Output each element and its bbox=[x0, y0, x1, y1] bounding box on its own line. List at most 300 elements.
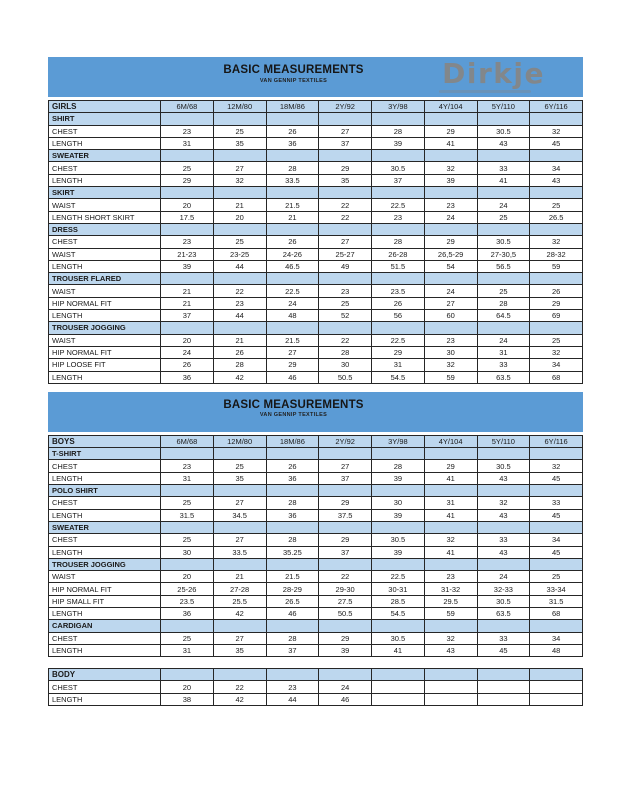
measure-label-cell: LENGTH bbox=[49, 644, 161, 656]
girls-table-container bbox=[48, 100, 583, 384]
section-label-cell: DRESS bbox=[49, 223, 161, 235]
measure-label-cell: WAIST bbox=[49, 248, 161, 260]
measurement-row bbox=[49, 607, 583, 619]
value-cell: 25 bbox=[477, 285, 530, 297]
value-cell: 46 bbox=[266, 607, 319, 619]
value-cell: 21-23 bbox=[161, 248, 214, 260]
measure-label-cell: LENGTH bbox=[49, 137, 161, 149]
value-cell: 27 bbox=[319, 236, 372, 248]
measurement-row bbox=[49, 199, 583, 211]
value-cell: 36 bbox=[266, 137, 319, 149]
value-cell: 17.5 bbox=[161, 211, 214, 223]
section-empty-cell bbox=[477, 150, 530, 162]
value-cell: 54.5 bbox=[372, 371, 425, 383]
value-cell: 31 bbox=[477, 346, 530, 358]
brand-logo: Dirkje bbox=[442, 57, 545, 90]
measure-label-cell: HIP NORMAL FIT bbox=[49, 297, 161, 309]
value-cell: 68 bbox=[530, 371, 583, 383]
value-cell: 41 bbox=[372, 644, 425, 656]
measure-label-cell: HIP SMALL FIT bbox=[49, 595, 161, 607]
section-empty-cell bbox=[319, 322, 372, 334]
measure-label-cell: LENGTH bbox=[49, 607, 161, 619]
value-cell: 48 bbox=[266, 310, 319, 322]
value-cell: 29 bbox=[319, 534, 372, 546]
measurement-row bbox=[49, 174, 583, 186]
value-cell: 27 bbox=[424, 297, 477, 309]
section-empty-cell bbox=[372, 223, 425, 235]
value-cell: 24 bbox=[424, 211, 477, 223]
measure-label-cell: HIP NORMAL FIT bbox=[49, 346, 161, 358]
value-cell: 29 bbox=[372, 346, 425, 358]
section-empty-cell bbox=[319, 448, 372, 460]
value-cell: 25 bbox=[161, 497, 214, 509]
measurement-row bbox=[49, 472, 583, 484]
section-empty-cell bbox=[213, 150, 266, 162]
value-cell: 31 bbox=[372, 359, 425, 371]
section-empty-cell bbox=[266, 150, 319, 162]
value-cell: 25 bbox=[161, 534, 214, 546]
value-cell: 25 bbox=[213, 125, 266, 137]
value-cell: 23 bbox=[319, 285, 372, 297]
value-cell: 42 bbox=[213, 371, 266, 383]
section-empty-cell bbox=[161, 113, 214, 125]
section-empty-cell bbox=[319, 223, 372, 235]
section-empty-cell bbox=[530, 558, 583, 570]
value-cell: 20 bbox=[213, 211, 266, 223]
section-empty-cell bbox=[372, 273, 425, 285]
section-empty-cell bbox=[372, 322, 425, 334]
value-cell: 29 bbox=[266, 359, 319, 371]
value-cell: 43 bbox=[424, 644, 477, 656]
measure-label-cell: CHEST bbox=[49, 497, 161, 509]
value-cell: 43 bbox=[530, 174, 583, 186]
doc-subtitle: VAN GENNIP TEXTILES bbox=[259, 412, 328, 419]
measurement-row bbox=[49, 260, 583, 272]
value-cell: 44 bbox=[266, 693, 319, 705]
measure-label-cell: LENGTH bbox=[49, 472, 161, 484]
table-header-row bbox=[49, 101, 583, 113]
measure-label-cell: HIP LOOSE FIT bbox=[49, 359, 161, 371]
value-cell: 46 bbox=[266, 371, 319, 383]
section-empty-cell bbox=[530, 322, 583, 334]
value-cell: 30.5 bbox=[477, 236, 530, 248]
value-cell: 32 bbox=[530, 125, 583, 137]
size-header-cell: 18M/86 bbox=[266, 101, 319, 113]
measurement-row bbox=[49, 693, 583, 705]
value-cell: 25 bbox=[213, 460, 266, 472]
value-cell: 32 bbox=[530, 346, 583, 358]
value-cell: 25 bbox=[530, 571, 583, 583]
measure-label-cell: LENGTH bbox=[49, 546, 161, 558]
value-cell: 28 bbox=[266, 632, 319, 644]
measurement-row bbox=[49, 371, 583, 383]
measure-label-cell: CHEST bbox=[49, 162, 161, 174]
value-cell: 24 bbox=[477, 571, 530, 583]
body-table-container bbox=[48, 668, 583, 706]
value-cell: 33 bbox=[477, 162, 530, 174]
measurement-row bbox=[49, 460, 583, 472]
section-empty-cell bbox=[424, 273, 477, 285]
section-label-cell: T-SHIRT bbox=[49, 448, 161, 460]
value-cell: 39 bbox=[372, 546, 425, 558]
value-cell: 32 bbox=[530, 460, 583, 472]
value-cell: 35.25 bbox=[266, 546, 319, 558]
measurement-row bbox=[49, 497, 583, 509]
value-cell: 23 bbox=[266, 681, 319, 693]
value-cell: 21 bbox=[213, 334, 266, 346]
header-empty-cell bbox=[477, 669, 530, 681]
size-header-cell: 12M/80 bbox=[213, 435, 266, 447]
section-empty-cell bbox=[266, 223, 319, 235]
measurement-row bbox=[49, 211, 583, 223]
value-cell: 32 bbox=[530, 236, 583, 248]
header-empty-cell bbox=[372, 669, 425, 681]
value-cell: 21.5 bbox=[266, 571, 319, 583]
measurement-row bbox=[49, 359, 583, 371]
value-cell: 33 bbox=[477, 359, 530, 371]
value-cell bbox=[530, 681, 583, 693]
value-cell: 41 bbox=[424, 546, 477, 558]
header-empty-cell bbox=[266, 669, 319, 681]
value-cell: 24 bbox=[161, 346, 214, 358]
section-label-cell: CARDIGAN bbox=[49, 620, 161, 632]
value-cell: 54.5 bbox=[372, 607, 425, 619]
value-cell: 48 bbox=[530, 644, 583, 656]
value-cell: 36 bbox=[266, 472, 319, 484]
value-cell: 44 bbox=[213, 260, 266, 272]
measure-label-cell: LENGTH bbox=[49, 693, 161, 705]
header-titles bbox=[48, 392, 583, 419]
value-cell: 46 bbox=[319, 693, 372, 705]
section-empty-cell bbox=[424, 322, 477, 334]
size-header-cell: 6M/68 bbox=[161, 101, 214, 113]
section-empty-cell bbox=[319, 187, 372, 199]
value-cell: 23.5 bbox=[372, 285, 425, 297]
section-empty-cell bbox=[319, 620, 372, 632]
size-header-cell: 6Y/116 bbox=[530, 101, 583, 113]
section-empty-cell bbox=[530, 448, 583, 460]
value-cell: 22 bbox=[319, 199, 372, 211]
measurement-row bbox=[49, 583, 583, 595]
value-cell: 64.5 bbox=[477, 310, 530, 322]
value-cell: 20 bbox=[161, 681, 214, 693]
value-cell: 38 bbox=[161, 693, 214, 705]
section-row bbox=[49, 187, 583, 199]
value-cell: 23 bbox=[372, 211, 425, 223]
value-cell: 29 bbox=[424, 236, 477, 248]
value-cell: 30.5 bbox=[477, 460, 530, 472]
value-cell: 21 bbox=[266, 211, 319, 223]
section-empty-cell bbox=[372, 620, 425, 632]
value-cell: 23.5 bbox=[161, 595, 214, 607]
value-cell: 28-32 bbox=[530, 248, 583, 260]
value-cell: 25 bbox=[161, 632, 214, 644]
value-cell bbox=[424, 693, 477, 705]
section-row bbox=[49, 558, 583, 570]
measure-label-cell: WAIST bbox=[49, 285, 161, 297]
section-label-cell: SWEATER bbox=[49, 150, 161, 162]
value-cell: 29 bbox=[424, 460, 477, 472]
value-cell: 63.5 bbox=[477, 607, 530, 619]
value-cell: 23 bbox=[424, 199, 477, 211]
section-row bbox=[49, 113, 583, 125]
value-cell: 25-26 bbox=[161, 583, 214, 595]
section-empty-cell bbox=[266, 113, 319, 125]
size-header-cell: 6Y/116 bbox=[530, 435, 583, 447]
value-cell: 45 bbox=[530, 472, 583, 484]
measurement-row bbox=[49, 595, 583, 607]
value-cell: 25 bbox=[213, 236, 266, 248]
section-empty-cell bbox=[266, 273, 319, 285]
measurement-row bbox=[49, 346, 583, 358]
value-cell bbox=[372, 693, 425, 705]
measure-label-cell: CHEST bbox=[49, 534, 161, 546]
value-cell: 29 bbox=[161, 174, 214, 186]
section-empty-cell bbox=[530, 485, 583, 497]
value-cell bbox=[477, 693, 530, 705]
section-empty-cell bbox=[213, 273, 266, 285]
value-cell: 24 bbox=[424, 285, 477, 297]
value-cell: 25 bbox=[530, 334, 583, 346]
value-cell: 24 bbox=[319, 681, 372, 693]
section-empty-cell bbox=[424, 150, 477, 162]
measurement-row bbox=[49, 334, 583, 346]
section-empty-cell bbox=[161, 150, 214, 162]
section-label-cell: TROUSER FLARED bbox=[49, 273, 161, 285]
value-cell: 33 bbox=[477, 632, 530, 644]
value-cell: 35 bbox=[213, 137, 266, 149]
value-cell: 23-25 bbox=[213, 248, 266, 260]
size-header-cell: 4Y/104 bbox=[424, 435, 477, 447]
measure-label-cell: CHEST bbox=[49, 236, 161, 248]
value-cell: 32 bbox=[477, 497, 530, 509]
boys-table-container bbox=[48, 435, 583, 657]
value-cell: 30.5 bbox=[372, 162, 425, 174]
value-cell: 59 bbox=[424, 607, 477, 619]
value-cell: 26.5 bbox=[266, 595, 319, 607]
size-header-cell: 4Y/104 bbox=[424, 101, 477, 113]
section-empty-cell bbox=[477, 322, 530, 334]
measurement-row bbox=[49, 162, 583, 174]
doc-title: BASIC MEASUREMENTS bbox=[223, 64, 364, 76]
table-header-row bbox=[49, 669, 583, 681]
value-cell: 28 bbox=[477, 297, 530, 309]
size-header-cell: 2Y/92 bbox=[319, 435, 372, 447]
value-cell: 30.5 bbox=[477, 125, 530, 137]
measurement-row bbox=[49, 285, 583, 297]
section-empty-cell bbox=[161, 485, 214, 497]
value-cell: 37 bbox=[319, 137, 372, 149]
value-cell: 30-31 bbox=[372, 583, 425, 595]
measurement-row bbox=[49, 644, 583, 656]
size-header-cell: 5Y/110 bbox=[477, 435, 530, 447]
section-empty-cell bbox=[161, 223, 214, 235]
value-cell: 24 bbox=[266, 297, 319, 309]
measurement-row bbox=[49, 236, 583, 248]
value-cell: 22.5 bbox=[372, 334, 425, 346]
value-cell: 28 bbox=[372, 236, 425, 248]
header-empty-cell bbox=[161, 669, 214, 681]
value-cell: 27 bbox=[266, 346, 319, 358]
value-cell: 59 bbox=[530, 260, 583, 272]
value-cell: 49 bbox=[319, 260, 372, 272]
value-cell: 26 bbox=[266, 125, 319, 137]
measure-label-cell: LENGTH bbox=[49, 371, 161, 383]
section-empty-cell bbox=[477, 521, 530, 533]
value-cell: 37 bbox=[372, 174, 425, 186]
value-cell: 22 bbox=[319, 211, 372, 223]
value-cell: 27 bbox=[213, 632, 266, 644]
value-cell: 26-28 bbox=[372, 248, 425, 260]
section-empty-cell bbox=[319, 113, 372, 125]
section-empty-cell bbox=[477, 448, 530, 460]
header-band-girls bbox=[48, 57, 583, 97]
value-cell: 33 bbox=[477, 534, 530, 546]
value-cell: 28 bbox=[266, 162, 319, 174]
value-cell: 51.5 bbox=[372, 260, 425, 272]
value-cell: 33.5 bbox=[266, 174, 319, 186]
value-cell: 39 bbox=[372, 509, 425, 521]
value-cell: 41 bbox=[424, 137, 477, 149]
value-cell: 22 bbox=[213, 285, 266, 297]
size-header-cell: 5Y/110 bbox=[477, 101, 530, 113]
section-empty-cell bbox=[319, 558, 372, 570]
section-empty-cell bbox=[372, 448, 425, 460]
section-empty-cell bbox=[424, 620, 477, 632]
value-cell: 42 bbox=[213, 607, 266, 619]
section-empty-cell bbox=[424, 521, 477, 533]
value-cell: 21 bbox=[161, 297, 214, 309]
measure-label-cell: CHEST bbox=[49, 632, 161, 644]
section-row bbox=[49, 273, 583, 285]
table-name-cell: BOYS bbox=[49, 435, 161, 447]
header-empty-cell bbox=[319, 669, 372, 681]
value-cell: 27 bbox=[319, 125, 372, 137]
measure-label-cell: CHEST bbox=[49, 460, 161, 472]
section-empty-cell bbox=[530, 223, 583, 235]
value-cell: 45 bbox=[530, 509, 583, 521]
value-cell: 43 bbox=[477, 546, 530, 558]
section-empty-cell bbox=[161, 322, 214, 334]
section-empty-cell bbox=[161, 521, 214, 533]
section-empty-cell bbox=[477, 620, 530, 632]
value-cell: 23 bbox=[161, 460, 214, 472]
section-empty-cell bbox=[161, 558, 214, 570]
doc-subtitle: VAN GENNIP TEXTILES bbox=[259, 77, 328, 84]
value-cell: 23 bbox=[213, 297, 266, 309]
value-cell: 32 bbox=[213, 174, 266, 186]
measurement-row bbox=[49, 571, 583, 583]
value-cell: 30.5 bbox=[477, 595, 530, 607]
section-label-cell: TROUSER JOGGING bbox=[49, 322, 161, 334]
section-label-cell: SKIRT bbox=[49, 187, 161, 199]
section-empty-cell bbox=[424, 113, 477, 125]
doc-title: BASIC MEASUREMENTS bbox=[223, 398, 364, 411]
measure-label-cell: LENGTH bbox=[49, 260, 161, 272]
section-empty-cell bbox=[319, 521, 372, 533]
value-cell: 27-30,5 bbox=[477, 248, 530, 260]
value-cell: 21 bbox=[161, 285, 214, 297]
value-cell: 28 bbox=[372, 460, 425, 472]
section-label-cell: POLO SHIRT bbox=[49, 485, 161, 497]
section-empty-cell bbox=[477, 485, 530, 497]
value-cell: 32 bbox=[424, 632, 477, 644]
section-empty-cell bbox=[266, 187, 319, 199]
measure-label-cell: CHEST bbox=[49, 681, 161, 693]
section-row bbox=[49, 322, 583, 334]
value-cell: 29 bbox=[530, 297, 583, 309]
value-cell: 37 bbox=[319, 472, 372, 484]
value-cell: 24-26 bbox=[266, 248, 319, 260]
value-cell: 54 bbox=[424, 260, 477, 272]
size-header-cell: 2Y/92 bbox=[319, 101, 372, 113]
section-empty-cell bbox=[477, 113, 530, 125]
measurement-row bbox=[49, 125, 583, 137]
value-cell: 32 bbox=[424, 534, 477, 546]
measurement-row bbox=[49, 248, 583, 260]
value-cell: 26 bbox=[266, 236, 319, 248]
value-cell: 42 bbox=[213, 693, 266, 705]
value-cell: 50.5 bbox=[319, 371, 372, 383]
section-label-cell: TROUSER JOGGING bbox=[49, 558, 161, 570]
value-cell: 25 bbox=[161, 162, 214, 174]
value-cell: 26 bbox=[530, 285, 583, 297]
value-cell: 39 bbox=[161, 260, 214, 272]
section-empty-cell bbox=[161, 273, 214, 285]
value-cell: 35 bbox=[319, 174, 372, 186]
value-cell: 63.5 bbox=[477, 371, 530, 383]
value-cell: 33.5 bbox=[213, 546, 266, 558]
value-cell: 22 bbox=[319, 334, 372, 346]
section-empty-cell bbox=[372, 150, 425, 162]
value-cell: 56 bbox=[372, 310, 425, 322]
value-cell: 22.5 bbox=[266, 285, 319, 297]
value-cell: 52 bbox=[319, 310, 372, 322]
value-cell: 33-34 bbox=[530, 583, 583, 595]
value-cell: 22 bbox=[319, 571, 372, 583]
section-empty-cell bbox=[372, 521, 425, 533]
value-cell: 39 bbox=[372, 472, 425, 484]
value-cell bbox=[372, 681, 425, 693]
value-cell: 39 bbox=[319, 644, 372, 656]
section-empty-cell bbox=[477, 558, 530, 570]
value-cell: 34.5 bbox=[213, 509, 266, 521]
section-empty-cell bbox=[424, 223, 477, 235]
measurement-row bbox=[49, 681, 583, 693]
value-cell: 26 bbox=[266, 460, 319, 472]
value-cell: 50.5 bbox=[319, 607, 372, 619]
section-empty-cell bbox=[477, 187, 530, 199]
value-cell: 27.5 bbox=[319, 595, 372, 607]
size-table-boys bbox=[48, 435, 583, 657]
value-cell: 35 bbox=[213, 472, 266, 484]
value-cell: 31 bbox=[161, 137, 214, 149]
value-cell: 25 bbox=[477, 211, 530, 223]
size-header-cell: 12M/80 bbox=[213, 101, 266, 113]
value-cell: 41 bbox=[477, 174, 530, 186]
section-empty-cell bbox=[213, 521, 266, 533]
section-empty-cell bbox=[372, 113, 425, 125]
value-cell: 21.5 bbox=[266, 334, 319, 346]
value-cell: 22.5 bbox=[372, 571, 425, 583]
value-cell: 33 bbox=[530, 497, 583, 509]
table-name-cell: BODY bbox=[49, 669, 161, 681]
value-cell: 31-32 bbox=[424, 583, 477, 595]
section-row bbox=[49, 485, 583, 497]
section-empty-cell bbox=[213, 322, 266, 334]
value-cell: 20 bbox=[161, 571, 214, 583]
section-empty-cell bbox=[266, 521, 319, 533]
